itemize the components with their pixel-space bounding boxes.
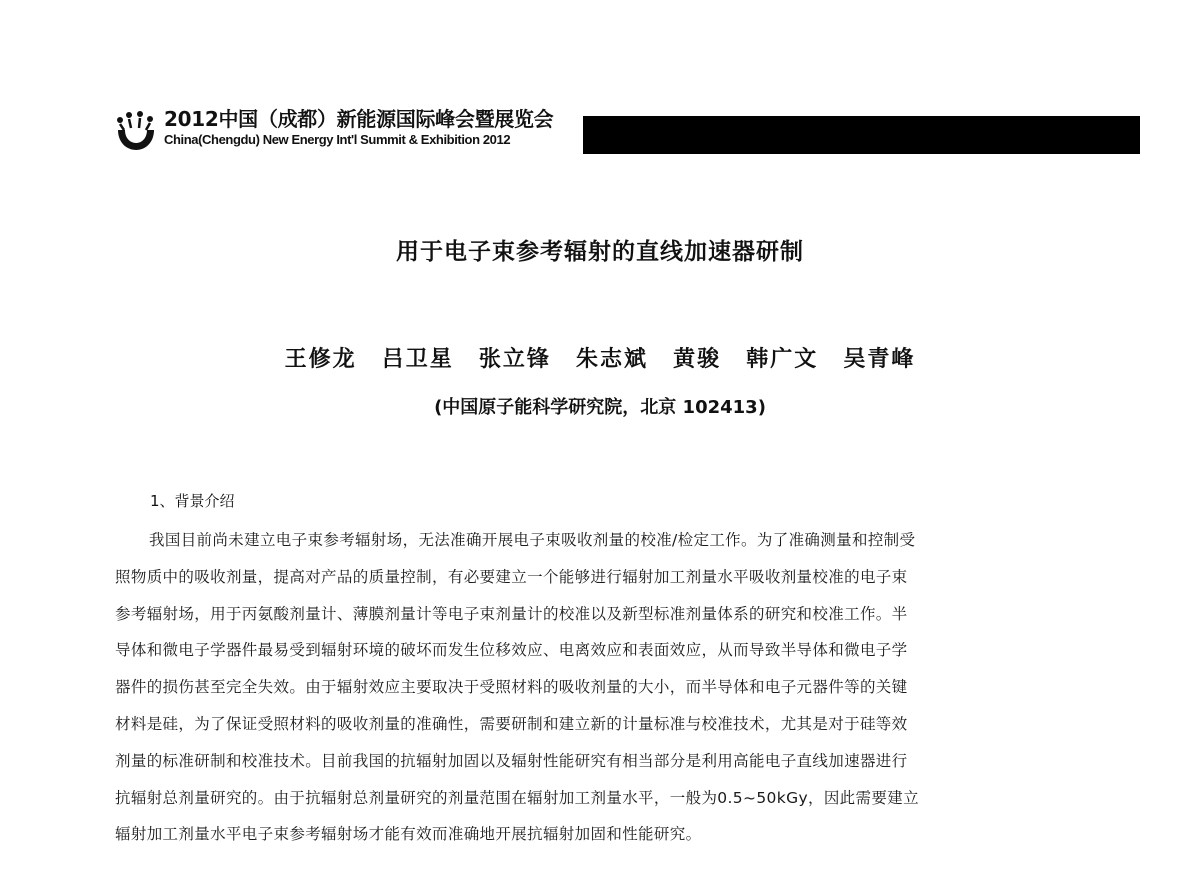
author-name: 王修龙 — [284, 347, 357, 372]
author-name: 韩广文 — [746, 347, 819, 372]
conference-header-text — [164, 106, 584, 148]
paragraph-line: 参考辐射场，用于丙氨酸剂量计、薄膜剂量计等电子束剂量计的校准以及新型标准剂量体系的研究和校准工作。半 — [115, 604, 908, 623]
author-list — [0, 342, 1200, 378]
conference-logo-icon — [112, 108, 158, 152]
section-heading: 1、背景介绍 — [150, 492, 235, 510]
author-name: 吴青峰 — [843, 347, 916, 372]
paragraph-line: 剂量的标准研制和校准技术。目前我国的抗辐射加固以及辐射性能研究有相当部分是利用高能电子直线加速器进行 — [115, 751, 908, 770]
author-name: 朱志斌 — [575, 347, 648, 372]
conference-title-cn: 2012中国（成都）新能源国际峰会暨展览会 — [164, 107, 554, 131]
conference-header — [112, 106, 1140, 154]
paragraph-line: 器件的损伤甚至完全失效。由于辐射效应主要取决于受照材料的吸收剂量的大小，而半导体和电子元器件等的关键 — [115, 678, 908, 697]
paragraph-line: 辐射加工剂量水平电子束参考辐射场才能有效而准确地开展抗辐射加固和性能研究。 — [115, 825, 702, 844]
author-name: 吕卫星 — [381, 347, 454, 372]
author-name: 张立锋 — [478, 347, 551, 372]
conference-title-en: China(Chengdu) New Energy Int'l Summit & Exhibition 2012 — [164, 132, 511, 147]
paragraph-line: 照物质中的吸收剂量，提高对产品的质量控制，有必要建立一个能够进行辐射加工剂量水平吸收剂量校准的电子束 — [115, 567, 908, 586]
body-paragraph — [115, 522, 1060, 853]
header-black-bar — [583, 116, 1140, 154]
author-name: 黄骏 — [673, 347, 722, 372]
author-affiliation: (中国原子能科学研究院，北京 102413) — [434, 397, 766, 418]
paragraph-line: 抗辐射总剂量研究的。由于抗辐射总剂量研究的剂量范围在辐射加工剂量水平，一般为0.5~50kGy，因此需要建立 — [115, 788, 919, 807]
paragraph-line: 材料是硅，为了保证受照材料的吸收剂量的准确性，需要研制和建立新的计量标准与校准技术，尤其是对于硅等效 — [115, 714, 908, 733]
paper-title: 用于电子束参考辐射的直线加速器研制 — [396, 239, 804, 265]
paragraph-line: 导体和微电子学器件最易受到辐射环境的破坏而发生位移效应、电离效应和表面效应，从而导致半导体和微电子学 — [115, 641, 908, 660]
paragraph-line: 我国目前尚未建立电子束参考辐射场，无法准确开展电子束吸收剂量的校准/检定工作。为了准确测量和控制受 — [149, 531, 916, 549]
